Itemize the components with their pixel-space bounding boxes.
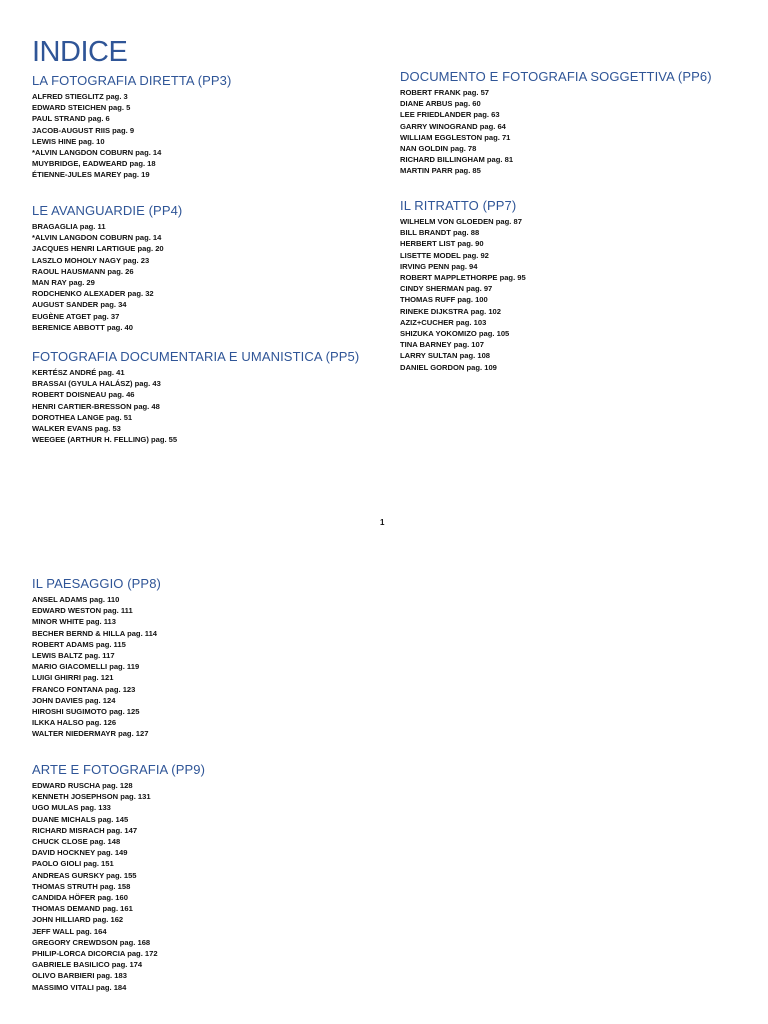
index-entry[interactable]: LEE FRIEDLANDER pag. 63	[400, 110, 500, 120]
index-entry[interactable]: THOMAS RUFF pag. 100	[400, 295, 488, 305]
entry-list	[32, 780, 205, 993]
index-entry[interactable]: MARIO GIACOMELLI pag. 119	[32, 662, 140, 672]
index-entry[interactable]: EUGÈNE ATGET pag. 37	[32, 311, 120, 321]
index-entry[interactable]: DAVID HOCKNEY pag. 149	[32, 848, 128, 858]
index-entry[interactable]: RICHARD BILLINGHAM pag. 81	[400, 155, 514, 165]
index-entry[interactable]: DOROTHEA LANGE pag. 51	[32, 412, 133, 422]
entry-list	[400, 216, 526, 373]
section-documentaria-umanistica	[32, 349, 359, 445]
index-entry[interactable]: BILL BRANDT pag. 88	[400, 228, 480, 238]
index-entry[interactable]: PAUL STRAND pag. 6	[32, 114, 110, 124]
section-heading-close: )	[200, 762, 206, 777]
index-entry[interactable]: EDWARD STEICHEN pag. 5	[32, 103, 131, 113]
index-entry[interactable]: ILKKA HALSO pag. 126	[32, 718, 117, 728]
index-entry[interactable]: BRASSAI (GYULA HALÁSZ) pag. 43	[32, 379, 161, 389]
index-entry[interactable]: ROBERT DOISNEAU pag. 46	[32, 390, 135, 400]
index-entry[interactable]: AZIZ+CUCHER pag. 103	[400, 317, 487, 327]
section-fotografia-diretta	[32, 73, 231, 181]
entry-list	[32, 221, 182, 333]
index-entry[interactable]: RODCHENKO ALEXADER pag. 32	[32, 289, 154, 299]
index-entry[interactable]: MARTIN PARR pag. 85	[400, 166, 481, 176]
entry-list	[32, 91, 231, 181]
index-entry[interactable]: PHILIP-LORCA DICORCIA pag. 172	[32, 949, 158, 959]
section-heading-code: PP4	[153, 203, 178, 218]
index-entry[interactable]: WILLIAM EGGLESTON pag. 71	[400, 132, 511, 142]
index-entry[interactable]: ALFRED STIEGLITZ pag. 3	[32, 92, 128, 101]
index-entry[interactable]: LUIGI GHIRRI pag. 121	[32, 673, 114, 683]
index-entry[interactable]: ÉTIENNE-JULES MAREY pag. 19	[32, 170, 150, 180]
index-entry[interactable]: SHIZUKA YOKOMIZO pag. 105	[400, 329, 510, 339]
index-entry[interactable]: UGO MULAS pag. 133	[32, 803, 111, 813]
section-heading-label: IL RITRATTO (	[400, 198, 488, 213]
section-heading-label: DOCUMENTO E FOTOGRAFIA SOGGETTIVA (	[400, 69, 683, 84]
section-heading-code: PP3	[202, 73, 228, 88]
index-entry[interactable]: JEFF WALL pag. 164	[32, 926, 107, 936]
index-entry[interactable]: KENNETH JOSEPHSON pag. 131	[32, 792, 151, 802]
index-entry[interactable]: ROBERT MAPPLETHORPE pag. 95	[400, 273, 526, 283]
index-entry[interactable]: HENRI CARTIER-BRESSON pag. 48	[32, 401, 160, 411]
index-entry[interactable]: EDWARD WESTON pag. 111	[32, 606, 133, 616]
index-entry[interactable]: WALTER NIEDERMAYR pag. 127	[32, 729, 149, 739]
index-entry[interactable]: NAN GOLDIN pag. 78	[400, 144, 477, 154]
index-entry[interactable]: CINDY SHERMAN pag. 97	[400, 284, 493, 294]
index-entry[interactable]: BRAGAGLIA pag. 11	[32, 222, 106, 231]
index-entry[interactable]: EDWARD RUSCHA pag. 128	[32, 781, 133, 790]
index-entry[interactable]: KERTÉSZ ANDRÉ pag. 41	[32, 368, 125, 377]
section-heading[interactable]	[400, 69, 712, 84]
index-entry[interactable]: WEEGEE (ARTHUR H. FELLING) pag. 55	[32, 435, 178, 445]
index-entry[interactable]: DUANE MICHALS pag. 145	[32, 814, 129, 824]
index-entry[interactable]: MAN RAY pag. 29	[32, 278, 95, 288]
section-heading[interactable]	[32, 349, 359, 364]
index-entry[interactable]: MUYBRIDGE, EADWEARD pag. 18	[32, 159, 156, 169]
index-entry[interactable]: BECHER BERND & HILLA pag. 114	[32, 628, 158, 638]
entry-list	[32, 594, 161, 740]
index-entry[interactable]: MASSIMO VITALI pag. 184	[32, 982, 127, 992]
index-entry[interactable]: WILHELM VON GLOEDEN pag. 87	[400, 217, 522, 226]
index-entry[interactable]: JACOB-AUGUST RIIS pag. 9	[32, 125, 135, 135]
entry-list	[32, 367, 359, 445]
section-heading-label: LA FOTOGRAFIA DIRETTA (	[32, 73, 203, 88]
index-entry[interactable]: FRANCO FONTANA pag. 123	[32, 684, 136, 694]
index-entry[interactable]: *ALVIN LANGDON COBURN pag. 14	[32, 148, 162, 158]
index-entry[interactable]: GARRY WINOGRAND pag. 64	[400, 121, 506, 131]
index-entry[interactable]: ROBERT FRANK pag. 57	[400, 88, 490, 97]
index-entry[interactable]: GREGORY CREWDSON pag. 168	[32, 937, 151, 947]
index-entry[interactable]: GABRIELE BASILICO pag. 174	[32, 960, 143, 970]
index-entry[interactable]: BERENICE ABBOTT pag. 40	[32, 322, 133, 332]
section-heading-label: LE AVANGUARDIE (	[32, 203, 154, 218]
index-entry[interactable]: CHUCK CLOSE pag. 148	[32, 837, 121, 847]
index-entry[interactable]: DIANE ARBUS pag. 60	[400, 99, 481, 109]
index-entry[interactable]: RAOUL HAUSMANN pag. 26	[32, 266, 134, 276]
index-entry[interactable]: LARRY SULTAN pag. 108	[400, 351, 491, 361]
section-heading-label: IL PAESAGGIO (	[32, 576, 132, 591]
index-entry[interactable]: HERBERT LIST pag. 90	[400, 239, 484, 249]
index-entry[interactable]: OLIVO BARBIERI pag. 183	[32, 971, 127, 981]
index-entry[interactable]: CANDIDA HÖFER pag. 160	[32, 893, 128, 903]
section-heading-code: PP9	[175, 762, 201, 777]
index-entry[interactable]: JOHN HILLIARD pag. 162	[32, 915, 124, 925]
index-entry[interactable]: AUGUST SANDER pag. 34	[32, 300, 127, 310]
section-heading-close: )	[511, 198, 517, 213]
index-entry[interactable]: JACQUES HENRI LARTIGUE pag. 20	[32, 244, 164, 254]
section-heading-label: ARTE E FOTOGRAFIA (	[32, 762, 176, 777]
index-entry[interactable]: ANSEL ADAMS pag. 110	[32, 595, 120, 604]
section-heading-code: PP6	[682, 69, 708, 84]
entry-list	[400, 87, 712, 177]
section-avanguardie	[32, 203, 182, 333]
index-entry[interactable]: RINEKE DIJKSTRA pag. 102	[400, 306, 501, 316]
index-entry[interactable]: LISETTE MODEL pag. 92	[400, 250, 489, 260]
section-heading-close: )	[177, 203, 183, 218]
section-heading[interactable]	[32, 576, 161, 591]
section-paesaggio	[32, 576, 161, 740]
index-entry[interactable]: JOHN DAVIES pag. 124	[32, 695, 116, 705]
index-entry[interactable]: LEWIS HINE pag. 10	[32, 136, 105, 146]
section-heading[interactable]	[32, 73, 231, 88]
index-entry[interactable]: MINOR WHITE pag. 113	[32, 617, 116, 627]
section-heading-code: PP8	[131, 576, 157, 591]
section-heading-close: )	[156, 576, 161, 591]
section-heading-close: )	[707, 69, 712, 84]
index-entry[interactable]: ANDREAS GURSKY pag. 155	[32, 870, 137, 880]
index-entry[interactable]: THOMAS DEMAND pag. 161	[32, 904, 133, 914]
section-heading-close: )	[354, 349, 360, 364]
index-entry[interactable]: LEWIS BALTZ pag. 117	[32, 651, 115, 661]
index-entry[interactable]: ROBERT ADAMS pag. 115	[32, 639, 126, 649]
section-heading-close: )	[227, 73, 232, 88]
index-entry[interactable]: HIROSHI SUGIMOTO pag. 125	[32, 707, 140, 717]
section-heading[interactable]	[400, 198, 526, 213]
section-heading-code: PP5	[330, 349, 355, 364]
index-entry[interactable]: THOMAS STRUTH pag. 158	[32, 881, 131, 891]
section-heading-code: PP7	[487, 198, 512, 213]
index-entry[interactable]: WALKER EVANS pag. 53	[32, 424, 121, 434]
index-entry[interactable]: TINA BARNEY pag. 107	[400, 340, 484, 350]
section-heading-label: FOTOGRAFIA DOCUMENTARIA E UMANISTICA (	[32, 349, 331, 364]
section-documento-soggettiva	[400, 69, 712, 177]
index-entry[interactable]: RICHARD MISRACH pag. 147	[32, 825, 138, 835]
index-entry[interactable]: PAOLO GIOLI pag. 151	[32, 859, 114, 869]
index-entry[interactable]: DANIEL GORDON pag. 109	[400, 362, 497, 372]
page-number: 1	[380, 518, 385, 527]
section-ritratto	[400, 198, 526, 373]
section-heading[interactable]	[32, 203, 182, 218]
section-heading[interactable]	[32, 762, 205, 777]
index-entry[interactable]: LASZLO MOHOLY NAGY pag. 23	[32, 255, 150, 265]
index-entry[interactable]: IRVING PENN pag. 94	[400, 261, 478, 271]
section-arte-fotografia	[32, 762, 205, 993]
index-entry[interactable]: *ALVIN LANGDON COBURN pag. 14	[32, 233, 162, 243]
page-title: INDICE	[32, 36, 128, 68]
